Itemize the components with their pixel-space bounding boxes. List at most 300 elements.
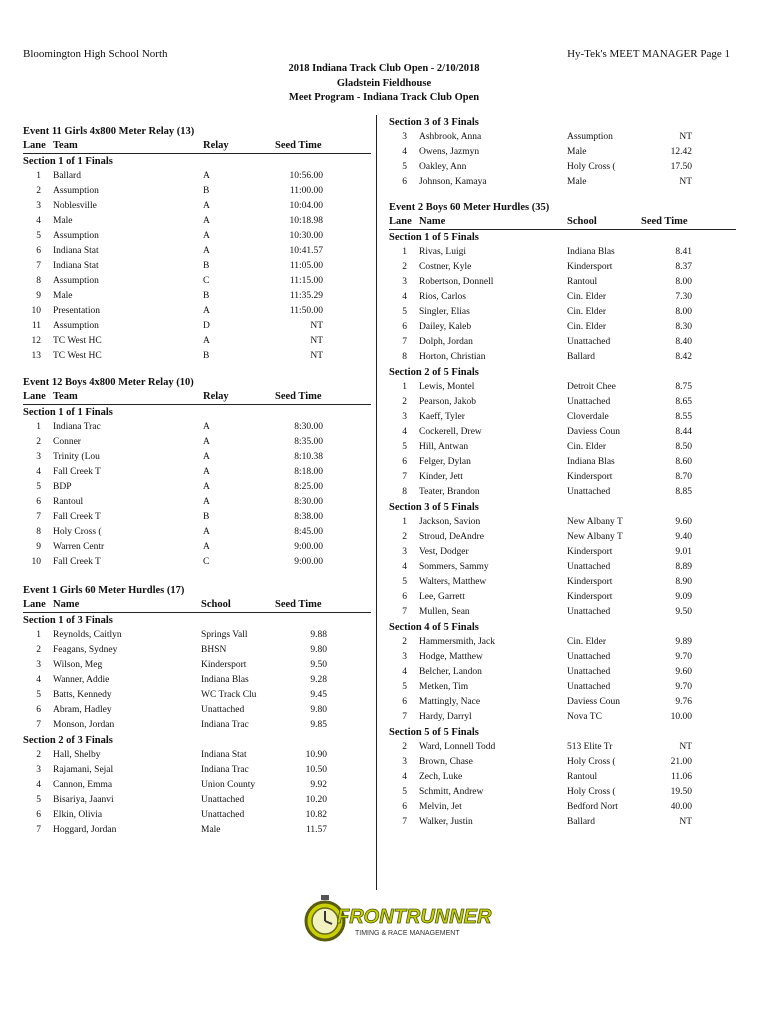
seed-time: NT xyxy=(679,132,692,142)
seed-time: 9.09 xyxy=(675,592,692,602)
seed-time: 10.50 xyxy=(305,765,327,775)
section-label: Section 2 of 3 Finals xyxy=(23,735,113,746)
lane-number: 9 xyxy=(36,542,41,552)
seed-time: 11:00.00 xyxy=(289,186,323,196)
table-row xyxy=(389,665,736,680)
team-name: Trinity (Lou xyxy=(53,452,100,462)
table-row xyxy=(23,214,371,229)
school-name: Unattached xyxy=(201,795,245,805)
table-row xyxy=(389,560,736,575)
table-row xyxy=(389,635,736,650)
table-row xyxy=(23,555,371,570)
athlete-name: Belcher, Landon xyxy=(419,667,482,677)
lane-number: 4 xyxy=(36,216,41,226)
school-name: Unattached xyxy=(567,667,611,677)
school-name: Cin. Elder xyxy=(567,637,607,647)
lane-header: Lane xyxy=(23,599,46,610)
school-name: Daviess Coun xyxy=(567,697,621,707)
relay-letter: A xyxy=(203,527,210,537)
athlete-name: Hodge, Matthew xyxy=(419,652,483,662)
seed-time: 11.57 xyxy=(305,825,327,835)
athlete-name: Robertson, Donnell xyxy=(419,277,494,287)
table-row xyxy=(23,349,371,364)
table-row xyxy=(23,304,371,319)
table-row xyxy=(23,319,371,334)
team-name: Assumption xyxy=(53,321,99,331)
seed-time: 8.70 xyxy=(675,472,692,482)
relay-header: Relay xyxy=(203,140,229,151)
athlete-name: Abram, Hadley xyxy=(53,705,112,715)
school-name: Springs Vall xyxy=(201,630,248,640)
seed-time: 8:38.00 xyxy=(294,512,323,522)
team-name: Holy Cross ( xyxy=(53,527,102,537)
lane-number: 1 xyxy=(36,630,41,640)
school-name: Detroit Chee xyxy=(567,382,616,392)
section-label: Section 1 of 5 Finals xyxy=(389,232,479,243)
team-name: Assumption xyxy=(53,186,99,196)
table-row xyxy=(389,440,736,455)
table-row xyxy=(23,274,371,289)
relay-letter: B xyxy=(203,291,210,301)
lane-number: 8 xyxy=(36,276,41,286)
athlete-name: Johnson, Kamaya xyxy=(419,177,487,187)
team-name: Noblesville xyxy=(53,201,97,211)
seed-time: 8:30.00 xyxy=(294,497,323,507)
school-name: Unattached xyxy=(567,397,611,407)
relay-header: Relay xyxy=(203,391,229,402)
team-name: TC West HC xyxy=(53,351,102,361)
event-block xyxy=(23,375,371,570)
lane-header: Lane xyxy=(23,391,46,402)
lane-number: 2 xyxy=(402,532,407,542)
table-row xyxy=(23,525,371,540)
school-name: Unattached xyxy=(567,562,611,572)
school-name: Rantoul xyxy=(567,772,598,782)
seed-time: 17.50 xyxy=(670,162,692,172)
athlete-name: Cannon, Emma xyxy=(53,780,113,790)
seed-time: 11.06 xyxy=(670,772,692,782)
lane-number: 2 xyxy=(402,262,407,272)
lane-number: 3 xyxy=(36,452,41,462)
seed-time: 9.50 xyxy=(310,660,327,670)
seed-time: 8.30 xyxy=(675,322,692,332)
table-row xyxy=(389,455,736,470)
seed-time: 8.37 xyxy=(675,262,692,272)
athlete-name: Kinder, Jett xyxy=(419,472,463,482)
lane-number: 2 xyxy=(36,750,41,760)
school-name: Unattached xyxy=(201,705,245,715)
lane-number: 1 xyxy=(402,517,407,527)
team-name: Indiana Trac xyxy=(53,422,101,432)
table-row xyxy=(389,175,736,190)
relay-letter: B xyxy=(203,186,210,196)
seed-time: 9.85 xyxy=(310,720,327,730)
school-name: Indiana Blas xyxy=(567,457,615,467)
seed-time: NT xyxy=(310,351,323,361)
relay-letter: A xyxy=(203,336,210,346)
lane-number: 13 xyxy=(31,351,41,361)
athlete-name: Hardy, Darryl xyxy=(419,712,472,722)
school-name: New Albany T xyxy=(567,532,623,542)
athlete-name: Walters, Matthew xyxy=(419,577,487,587)
seed-time: 10.90 xyxy=(305,750,327,760)
table-row xyxy=(23,289,371,304)
school-name: Rantoul xyxy=(567,277,598,287)
lane-number: 6 xyxy=(402,802,407,812)
lane-number: 7 xyxy=(36,825,41,835)
seed-time: 8.42 xyxy=(675,352,692,362)
seed-time: 9.50 xyxy=(675,607,692,617)
table-row xyxy=(389,260,736,275)
seed-time: 9.40 xyxy=(675,532,692,542)
table-row xyxy=(389,680,736,695)
relay-letter: B xyxy=(203,512,210,522)
lane-number: 3 xyxy=(402,652,407,662)
lane-number: 1 xyxy=(402,247,407,257)
logo-tagline: TIMING & RACE MANAGEMENT xyxy=(355,930,460,937)
seed-time: NT xyxy=(679,177,692,187)
table-row xyxy=(389,785,736,800)
table-row xyxy=(389,470,736,485)
seed-time: 8.55 xyxy=(675,412,692,422)
school-header: School xyxy=(567,216,597,227)
table-row xyxy=(23,823,371,838)
frontrunner-logo xyxy=(303,893,492,945)
seed-time: 8:30.00 xyxy=(294,422,323,432)
lane-number: 6 xyxy=(36,246,41,256)
team-name: Indiana Stat xyxy=(53,246,99,256)
athlete-name: Teater, Brandon xyxy=(419,487,480,497)
lane-number: 2 xyxy=(36,437,41,447)
section-label: Section 4 of 5 Finals xyxy=(389,622,479,633)
table-row xyxy=(389,275,736,290)
table-row xyxy=(23,420,371,435)
logo-word: FRONTRUNNER xyxy=(337,906,492,928)
meet-title-line-1: 2018 Indiana Track Club Open - 2/10/2018 xyxy=(288,63,480,74)
lane-number: 4 xyxy=(402,562,407,572)
table-row xyxy=(23,244,371,259)
table-row xyxy=(23,643,371,658)
athlete-name: Dailey, Kaleb xyxy=(419,322,472,332)
lane-number: 7 xyxy=(402,607,407,617)
table-row xyxy=(389,530,736,545)
table-row xyxy=(23,480,371,495)
lane-number: 6 xyxy=(36,497,41,507)
seed-time: 8:25.00 xyxy=(294,482,323,492)
relay-letter: C xyxy=(203,276,210,286)
table-row xyxy=(389,815,736,830)
table-row xyxy=(23,465,371,480)
table-row xyxy=(23,510,371,525)
team-name: Fall Creek T xyxy=(53,557,101,567)
table-row xyxy=(389,755,736,770)
section-label: Section 3 of 3 Finals xyxy=(389,117,479,128)
school-name: BHSN xyxy=(201,645,227,655)
athlete-name: Hall, Shelby xyxy=(53,750,101,760)
table-row xyxy=(389,605,736,620)
athlete-name: Reynolds, Caitlyn xyxy=(53,630,122,640)
athlete-name: Walker, Justin xyxy=(419,817,473,827)
seed-time: 11:35.29 xyxy=(289,291,323,301)
lane-number: 6 xyxy=(402,697,407,707)
meet-title-line-3: Meet Program - Indiana Track Club Open xyxy=(288,92,480,103)
relay-letter: A xyxy=(203,171,210,181)
lane-number: 8 xyxy=(36,527,41,537)
seed-time: 8.90 xyxy=(675,577,692,587)
section-label: Section 3 of 5 Finals xyxy=(389,502,479,513)
table-row xyxy=(23,169,371,184)
table-row xyxy=(23,495,371,510)
seed-time: 8.41 xyxy=(675,247,692,257)
lane-number: 6 xyxy=(402,322,407,332)
section-label: Section 1 of 3 Finals xyxy=(23,615,113,626)
relay-letter: A xyxy=(203,216,210,226)
lane-number: 4 xyxy=(36,780,41,790)
seed-time-header: Seed Time xyxy=(641,216,688,227)
table-row xyxy=(23,673,371,688)
lane-number: 2 xyxy=(402,637,407,647)
table-row xyxy=(389,425,736,440)
athlete-name: Melvin, Jet xyxy=(419,802,462,812)
lane-number: 3 xyxy=(36,765,41,775)
seed-time: NT xyxy=(679,742,692,752)
school-name: Indiana Blas xyxy=(567,247,615,257)
school-name: WC Track Clu xyxy=(201,690,257,700)
school-name: Male xyxy=(201,825,221,835)
athlete-name: Sommers, Sammy xyxy=(419,562,489,572)
table-row xyxy=(23,229,371,244)
seed-time: 8.40 xyxy=(675,337,692,347)
lane-number: 10 xyxy=(31,306,41,316)
athlete-name: Rajamani, Sejal xyxy=(53,765,114,775)
seed-time-header: Seed Time xyxy=(275,140,322,151)
school-name: Indiana Trac xyxy=(201,720,249,730)
seed-time: 9.80 xyxy=(310,705,327,715)
seed-time: 8.89 xyxy=(675,562,692,572)
section-label: Section 2 of 5 Finals xyxy=(389,367,479,378)
lane-number: 6 xyxy=(36,705,41,715)
seed-time: NT xyxy=(679,817,692,827)
lane-number: 3 xyxy=(36,660,41,670)
seed-time: 8:45.00 xyxy=(294,527,323,537)
column-header-row xyxy=(23,139,371,154)
table-row xyxy=(23,334,371,349)
seed-time: 10.00 xyxy=(670,712,692,722)
table-row xyxy=(23,435,371,450)
team-name: Fall Creek T xyxy=(53,467,101,477)
lane-number: 4 xyxy=(36,675,41,685)
table-row xyxy=(389,710,736,725)
athlete-name: Jackson, Savion xyxy=(419,517,481,527)
lane-number: 1 xyxy=(36,171,41,181)
team-name: Male xyxy=(53,216,73,226)
relay-letter: B xyxy=(203,261,210,271)
name-header: Name xyxy=(419,216,446,227)
athlete-name: Kaeff, Tyler xyxy=(419,412,465,422)
lane-number: 6 xyxy=(402,457,407,467)
athlete-name: Oakley, Ann xyxy=(419,162,467,172)
seed-time: 19.50 xyxy=(670,787,692,797)
athlete-name: Owens, Jazmyn xyxy=(419,147,480,157)
column-header-row xyxy=(23,598,371,613)
table-row xyxy=(389,305,736,320)
school-name: Male xyxy=(567,147,587,157)
school-name: Kindersport xyxy=(567,472,613,482)
athlete-name: Dolph, Jordan xyxy=(419,337,473,347)
column-divider xyxy=(376,115,377,890)
athlete-name: Ward, Lonnell Todd xyxy=(419,742,496,752)
table-row xyxy=(389,575,736,590)
lane-number: 3 xyxy=(402,277,407,287)
table-row xyxy=(389,290,736,305)
lane-number: 5 xyxy=(402,162,407,172)
table-row xyxy=(389,695,736,710)
lane-number: 1 xyxy=(36,422,41,432)
table-row xyxy=(389,740,736,755)
table-row xyxy=(389,515,736,530)
lane-number: 3 xyxy=(36,201,41,211)
table-row xyxy=(389,380,736,395)
school-name: Cin. Elder xyxy=(567,322,607,332)
section-label: Section 5 of 5 Finals xyxy=(389,727,479,738)
athlete-name: Hoggard, Jordan xyxy=(53,825,117,835)
athlete-name: Lee, Garrett xyxy=(419,592,465,602)
table-row xyxy=(389,770,736,785)
lane-number: 2 xyxy=(36,186,41,196)
school-name: Indiana Trac xyxy=(201,765,249,775)
athlete-name: Rivas, Luigi xyxy=(419,247,466,257)
event-block xyxy=(389,115,736,190)
seed-time: 10:30.00 xyxy=(289,231,323,241)
athlete-name: Pearson, Jakob xyxy=(419,397,476,407)
athlete-name: Batts, Kennedy xyxy=(53,690,112,700)
seed-time-header: Seed Time xyxy=(275,599,322,610)
relay-letter: A xyxy=(203,467,210,477)
lane-number: 5 xyxy=(36,795,41,805)
table-row xyxy=(389,545,736,560)
school-name: Ballard xyxy=(567,352,595,362)
team-name: Fall Creek T xyxy=(53,512,101,522)
header-left: Bloomington High School North xyxy=(23,48,168,60)
lane-number: 5 xyxy=(402,442,407,452)
team-name: Assumption xyxy=(53,276,99,286)
table-row xyxy=(23,748,371,763)
athlete-name: Felger, Dylan xyxy=(419,457,471,467)
team-name: Rantoul xyxy=(53,497,84,507)
relay-letter: A xyxy=(203,422,210,432)
school-name: Holy Cross ( xyxy=(567,757,616,767)
team-name: Indiana Stat xyxy=(53,261,99,271)
table-row xyxy=(23,793,371,808)
seed-time: 9.28 xyxy=(310,675,327,685)
lane-number: 5 xyxy=(402,682,407,692)
table-row xyxy=(23,688,371,703)
seed-time: 11:15.00 xyxy=(289,276,323,286)
table-row xyxy=(23,703,371,718)
table-row xyxy=(389,335,736,350)
lane-number: 9 xyxy=(36,291,41,301)
athlete-name: Lewis, Montel xyxy=(419,382,475,392)
table-row xyxy=(389,395,736,410)
relay-letter: A xyxy=(203,437,210,447)
lane-number: 4 xyxy=(402,292,407,302)
team-name: Conner xyxy=(53,437,81,447)
school-name: Cin. Elder xyxy=(567,307,607,317)
school-name: Holy Cross ( xyxy=(567,162,616,172)
seed-time: 9.01 xyxy=(675,547,692,557)
school-name: Assumption xyxy=(567,132,613,142)
team-name: Presentation xyxy=(53,306,100,316)
athlete-name: Stroud, DeAndre xyxy=(419,532,484,542)
table-row xyxy=(389,245,736,260)
event-block xyxy=(389,200,736,830)
lane-number: 7 xyxy=(36,261,41,271)
athlete-name: Metken, Tim xyxy=(419,682,469,692)
team-name: Assumption xyxy=(53,231,99,241)
table-row xyxy=(389,350,736,365)
school-name: Cin. Elder xyxy=(567,442,607,452)
seed-time: NT xyxy=(310,321,323,331)
seed-time: 11:50.00 xyxy=(289,306,323,316)
team-name: Ballard xyxy=(53,171,81,181)
school-name: New Albany T xyxy=(567,517,623,527)
school-name: Unattached xyxy=(567,652,611,662)
table-row xyxy=(389,320,736,335)
athlete-name: Cockerell, Drew xyxy=(419,427,482,437)
lane-number: 7 xyxy=(36,512,41,522)
athlete-name: Mullen, Sean xyxy=(419,607,470,617)
seed-time: 10.82 xyxy=(305,810,327,820)
seed-time: 9.89 xyxy=(675,637,692,647)
seed-time: 9.92 xyxy=(310,780,327,790)
seed-time: 9.70 xyxy=(675,682,692,692)
seed-time: 9:00.00 xyxy=(294,557,323,567)
table-row xyxy=(23,628,371,643)
seed-time: 8.75 xyxy=(675,382,692,392)
school-name: Unattached xyxy=(567,682,611,692)
seed-time: 8.44 xyxy=(675,427,692,437)
lane-number: 3 xyxy=(402,132,407,142)
lane-number: 7 xyxy=(402,337,407,347)
seed-time: 10:41.57 xyxy=(289,246,323,256)
seed-time: 9.88 xyxy=(310,630,327,640)
athlete-name: Mattingly, Nace xyxy=(419,697,481,707)
meet-title xyxy=(0,62,768,106)
athlete-name: Hill, Antwan xyxy=(419,442,469,452)
column-header-row xyxy=(389,215,736,230)
relay-letter: A xyxy=(203,482,210,492)
lane-number: 3 xyxy=(402,757,407,767)
relay-letter: A xyxy=(203,306,210,316)
seed-time: 9.45 xyxy=(310,690,327,700)
seed-time: 12.42 xyxy=(670,147,692,157)
athlete-name: Singler, Elias xyxy=(419,307,470,317)
lane-number: 8 xyxy=(402,352,407,362)
lane-number: 4 xyxy=(36,467,41,477)
athlete-name: Elkin, Olivia xyxy=(53,810,103,820)
table-row xyxy=(23,778,371,793)
lane-number: 2 xyxy=(402,742,407,752)
athlete-name: Vest, Dodger xyxy=(419,547,469,557)
athlete-name: Monson, Jordan xyxy=(53,720,115,730)
lane-number: 10 xyxy=(31,557,41,567)
lane-number: 7 xyxy=(402,712,407,722)
table-row xyxy=(389,160,736,175)
seed-time: 8.00 xyxy=(675,307,692,317)
team-header: Team xyxy=(53,140,78,151)
table-row xyxy=(389,145,736,160)
seed-time: 8.50 xyxy=(675,442,692,452)
